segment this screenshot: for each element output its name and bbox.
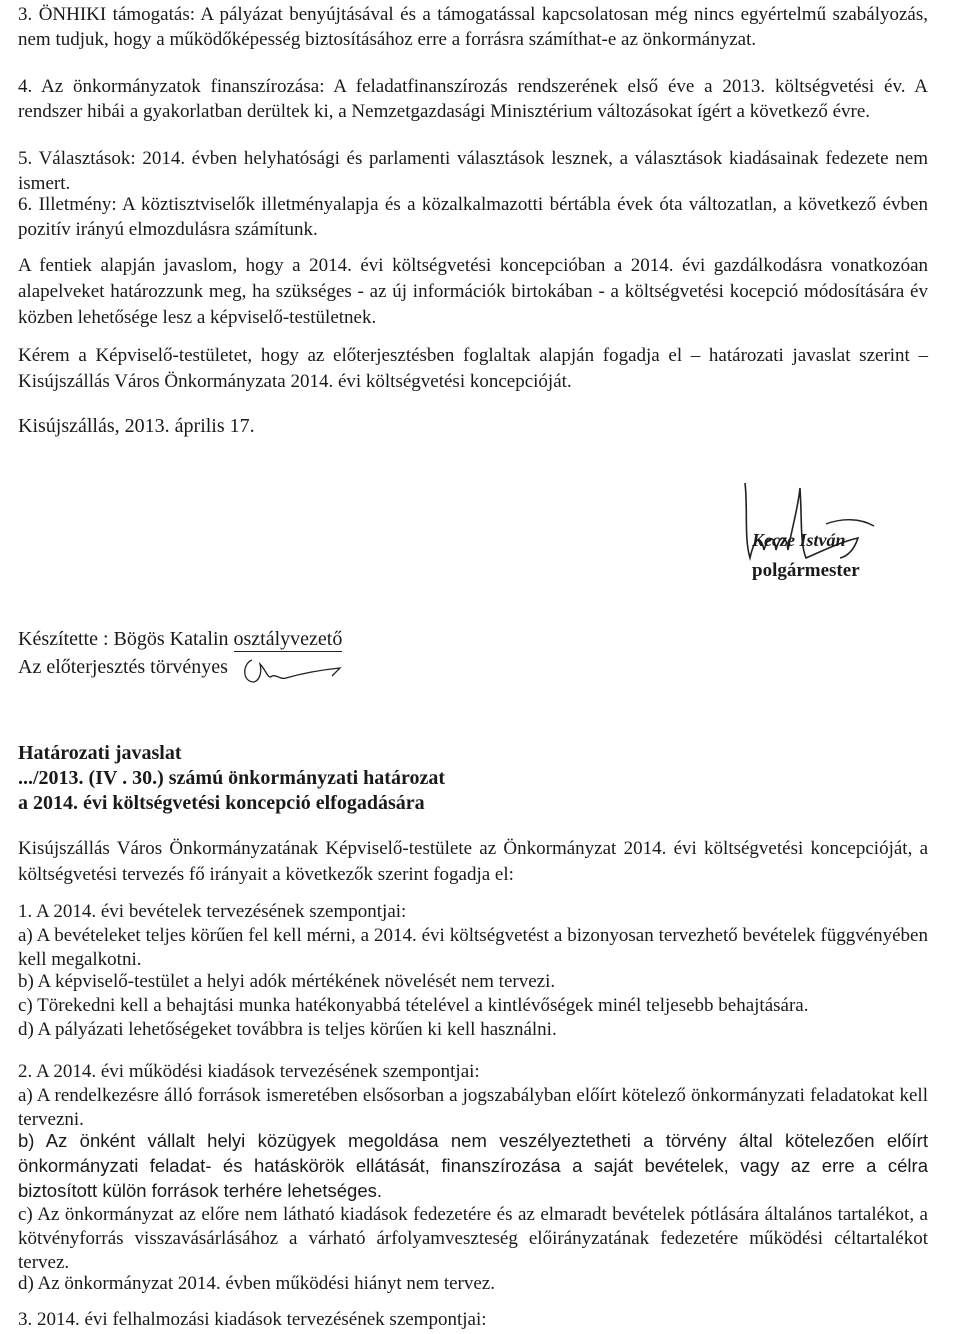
section-2-b: b) Az önként vállalt helyi közügyek megoldása nem veszélyeztetheti a törvény által kötelezően előírt önkormányzati feladat- és hatáskörök ellátását, finanszírozása a saját bevételek, vagy az erre a célra biztosított külön források terhére lehetséges.: [18, 1130, 928, 1201]
resolution-number: .../2013. (IV . 30.) számú önkormányzati határozat: [18, 767, 446, 789]
resolution-heading: Határozati javaslat: [18, 742, 182, 764]
section-1-d: d) A pályázati lehetőségeket továbbra is teljes körűen ki kell használni.: [18, 1019, 557, 1040]
section-1-a: a) A bevételeket teljes körűen fel kell mérni, a 2014. évi költségvetést a bizonyosan tervezhető bevételek függvényében kell megalkotni.: [18, 925, 928, 970]
section-3-title: 3. 2014. évi felhalmozási kiadások tervezésének szempontjai:: [18, 1309, 487, 1330]
request-paragraph: Kérem a Képviselő-testületet, hogy az előterjesztésben foglaltak alapján fogadja el – határozati javaslat szerint – Kisújszállás Város Önkormányzata 2014. évi költségvetési koncepcióját.: [18, 345, 928, 392]
section-1-b: b) A képviselő-testület a helyi adók mértékének növelését nem tervezi.: [18, 971, 556, 992]
proposal-paragraph: A fentiek alapján javaslom, hogy a 2014. évi költségvetési koncepcióban a 2014. évi gazdálkodásra vonatkozóan alapelveket határozzunk meg, ha szükséges - az új információk birtokában - a költségvetési kocepció módosítására év közben lehetősége lesz a képviselő-testületnek.: [18, 255, 928, 328]
place-date: Kisújszállás, 2013. április 17.: [18, 415, 255, 437]
legal-check-label: Az előterjesztés törvényes: [18, 656, 228, 678]
section-2-c: c) Az önkormányzat az előre nem látható kiadások fedezetére és az elmaradt bevételek pótlására általános tartalékot, a kötvényforrás visszavásárlásához a várható árfolyamveszteség előirányzatának fedezetére működési céltartalékot tervez.: [18, 1204, 928, 1273]
prepared-by-role: osztályvezető: [233, 628, 343, 650]
item-4-financing: 4. Az önkormányzatok finanszírozása: A feladatfinanszírozás rendszerének első éve a 2013. költségvetési év. A rendszer hibái a gyakorlatban derültek ki, a Nemzetgazdasági Minisztérium változásokat ígért a következő évre.: [18, 76, 928, 122]
item-3-onhiki: 3. ÖNHIKI támogatás: A pályázat benyújtásával és a támogatással kapcsolatosan még nincs egyértelmű szabályozás, nem tudjuk, hogy a működőképesség biztosításához erre a forrásra számíthat-e az önkormányzat.: [18, 4, 928, 50]
section-1-c: c) Törekedni kell a behajtási munka hatékonyabbá tételével a kintlévőségek minél teljesebb behajtására.: [18, 995, 809, 1016]
section-2-a: a) A rendelkezésre álló források ismeretében elsősorban a jogszabályban előírt kötelező önkormányzati feladatokat kell tervezni.: [18, 1085, 928, 1130]
resolution-subject: a 2014. évi költségvetési koncepció elfogadására: [18, 792, 425, 814]
item-5-elections: 5. Választások: 2014. évben helyhatósági és parlamenti választások lesznek, a választások kiadásainak fedezete nem ismert.: [18, 148, 928, 194]
signatory-name: Kecze István: [752, 530, 846, 550]
legal-check: [18, 656, 228, 679]
prepared-by-label: Készítette : Bögös Katalin: [18, 628, 229, 650]
section-2-title: 2. A 2014. évi működési kiadások tervezésének szempontjai:: [18, 1061, 480, 1082]
legal-signature: [240, 654, 350, 688]
resolution-intro: Kisújszállás Város Önkormányzatának Képviselő-testülete az Önkormányzat 2014. évi költségvetési koncepcióját, a költségvetési tervezés fő irányait a következők szerint fogadja el:: [18, 838, 928, 885]
item-6-salary: 6. Illetmény: A köztisztviselők illetményalapja és a közalkalmazotti bértábla évek óta változatlan, a következő évben pozitív irányú elmozdulásra számítunk.: [18, 194, 928, 240]
signatory-title: polgármester: [752, 560, 860, 581]
section-2-d: d) Az önkormányzat 2014. évben működési hiányt nem tervez.: [18, 1273, 495, 1294]
prepared-by: [18, 628, 342, 651]
section-1-title: 1. A 2014. évi bevételek tervezésének szempontjai:: [18, 901, 407, 922]
